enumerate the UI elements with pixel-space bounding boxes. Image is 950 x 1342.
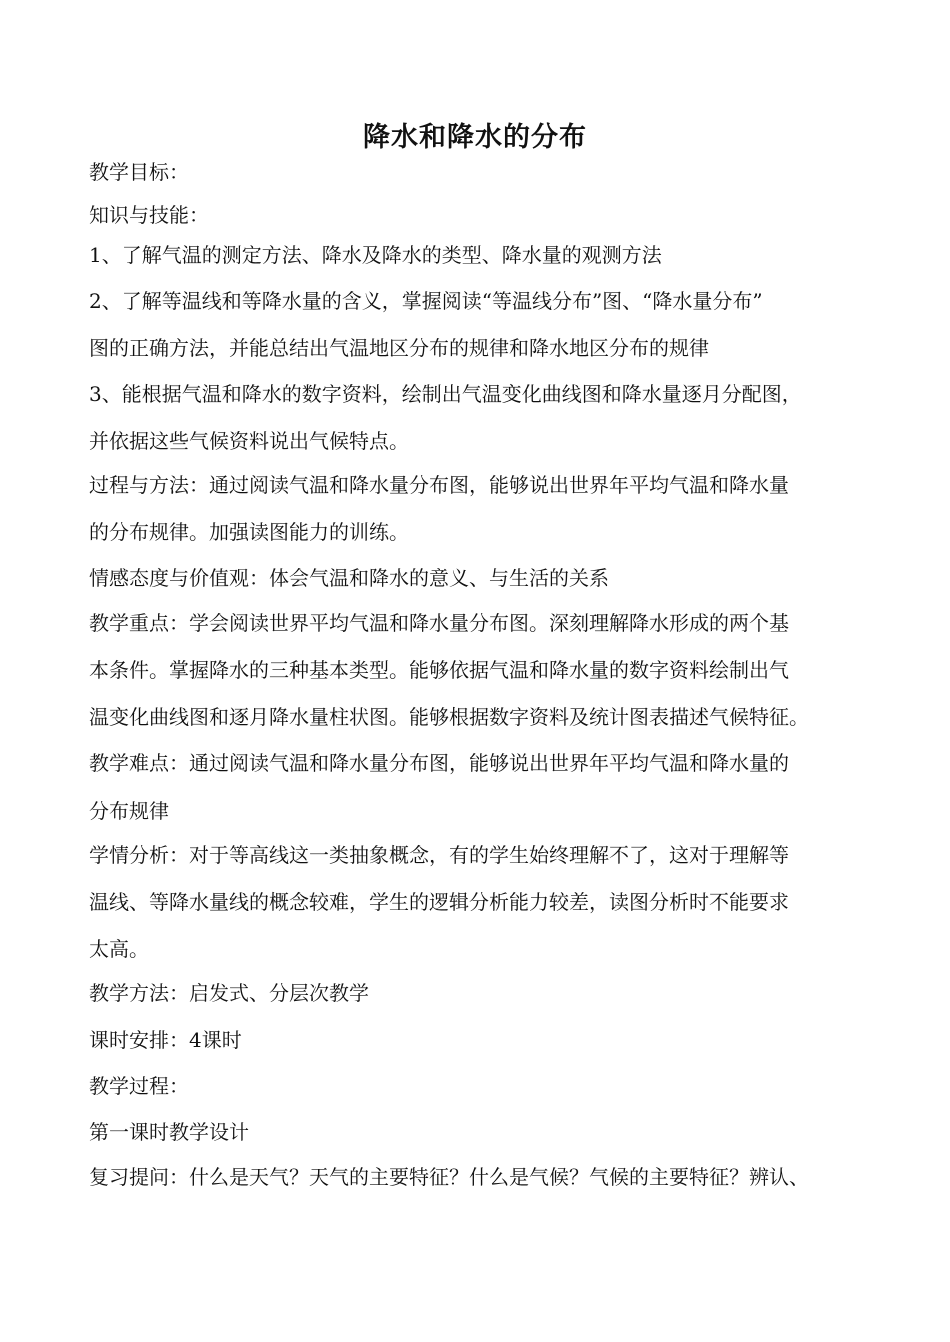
text-line: 学情分析：对于等高线这一类抽象概念，有的学生始终理解不了，这对于理解等 bbox=[89, 843, 789, 867]
text-line: 复习提问：什么是天气？天气的主要特征？什么是气候？气候的主要特征？辨认、 bbox=[89, 1165, 809, 1189]
text-line: 温变化曲线图和逐月降水量柱状图。能够根据数字资料及统计图表描述气候特征。 bbox=[89, 705, 809, 729]
text-line: 2、了解等温线和等降水量的含义，掌握阅读“等温线分布”图、“降水量分布” bbox=[89, 289, 763, 313]
text-line: 教学目标： bbox=[89, 160, 189, 184]
text-line: 教学过程： bbox=[89, 1074, 189, 1098]
text-line: 情感态度与价值观：体会气温和降水的意义、与生活的关系 bbox=[89, 566, 609, 590]
text-line: 课时安排：4课时 bbox=[89, 1028, 242, 1052]
text-line: 教学难点：通过阅读气温和降水量分布图，能够说出世界年平均气温和降水量的 bbox=[89, 751, 789, 775]
text-line: 第一课时教学设计 bbox=[89, 1120, 249, 1144]
text-line: 图的正确方法，并能总结出气温地区分布的规律和降水地区分布的规律 bbox=[89, 336, 709, 360]
page-title: 降水和降水的分布 bbox=[363, 122, 587, 153]
text-line: 太高。 bbox=[89, 937, 149, 961]
text-line: 教学方法：启发式、分层次教学 bbox=[89, 981, 369, 1005]
text-line: 的分布规律。加强读图能力的训练。 bbox=[89, 520, 409, 544]
text-line: 过程与方法：通过阅读气温和降水量分布图，能够说出世界年平均气温和降水量 bbox=[89, 473, 789, 497]
text-line: 本条件。掌握降水的三种基本类型。能够依据气温和降水量的数字资料绘制出气 bbox=[89, 658, 789, 682]
text-line: 1、了解气温的测定方法、降水及降水的类型、降水量的观测方法 bbox=[89, 243, 662, 267]
text-line: 分布规律 bbox=[89, 799, 169, 823]
text-line: 3、能根据气温和降水的数字资料，绘制出气温变化曲线图和降水量逐月分配图， bbox=[89, 382, 802, 406]
text-line: 温线、等降水量线的概念较难，学生的逻辑分析能力较差，读图分析时不能要求 bbox=[89, 890, 789, 914]
text-line: 知识与技能： bbox=[89, 203, 209, 227]
text-line: 并依据这些气候资料说出气候特点。 bbox=[89, 429, 409, 453]
text-line: 教学重点：学会阅读世界平均气温和降水量分布图。深刻理解降水形成的两个基 bbox=[89, 611, 789, 635]
